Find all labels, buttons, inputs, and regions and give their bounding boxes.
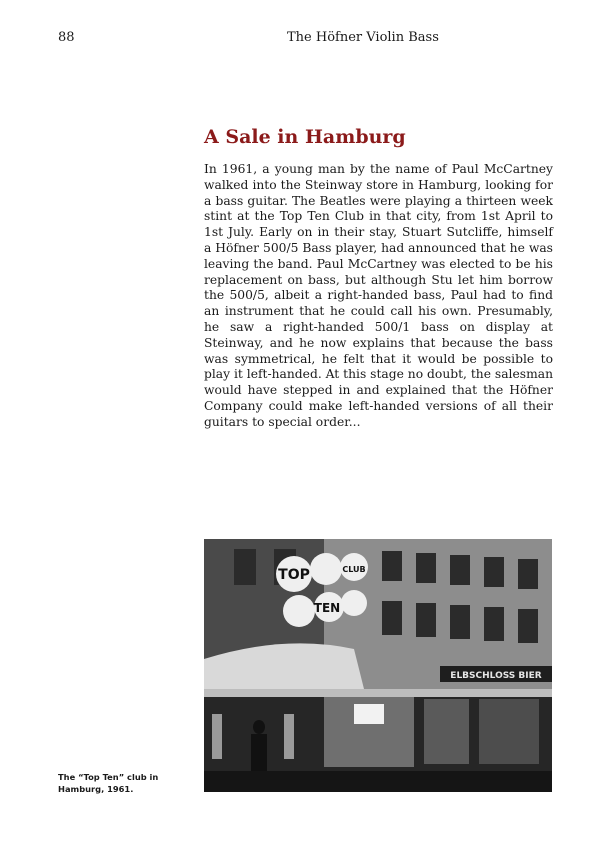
sign-letters-club: CLUB [342,565,366,574]
article-body: In 1961, a young man by the name of Paul McCartney walked into the Steinway store in Hamburg, looking for a bass guitar. The Beatles were playing a thirteen week stint at the Top Ten Club in that city, from 1st April to 1st July. Early on in their stay, Stuart Sutcliffe, himself a Höfner 500/5 Bass player, had announced that he was leaving the band. Paul McCartney was elected to be his replacement on bass, but although Stu let him borrow the 500/5, albeit a right-handed bass, Paul had to find an instrument that he could call his own. Presumably, he saw a right-handed 500/1 bass on display at Steinway, and he now explains that because the bass was symmetrical, he felt that it would be possible to play it left-handed. At this stage no doubt, the salesman would have stepped in and explained that the Höfner Company could make left-handed versions of all their guitars to special order... [204,162,553,429]
photo-caption: The “Top Ten” club in Hamburg, 1961. [58,772,159,794]
running-title: The Höfner Violin Bass [287,30,439,45]
top-ten-club-photo [204,539,552,792]
article-heading: A Sale in Hamburg [204,126,406,148]
person-silhouette [251,734,267,774]
sign-letters-top: TOP [278,567,310,583]
photo-illustration [204,539,552,792]
page-number: 88 [58,30,75,45]
storefront-sign: ELBSCHLOSS BIER [450,671,542,681]
sign-letters-ten: TEN [313,601,341,615]
